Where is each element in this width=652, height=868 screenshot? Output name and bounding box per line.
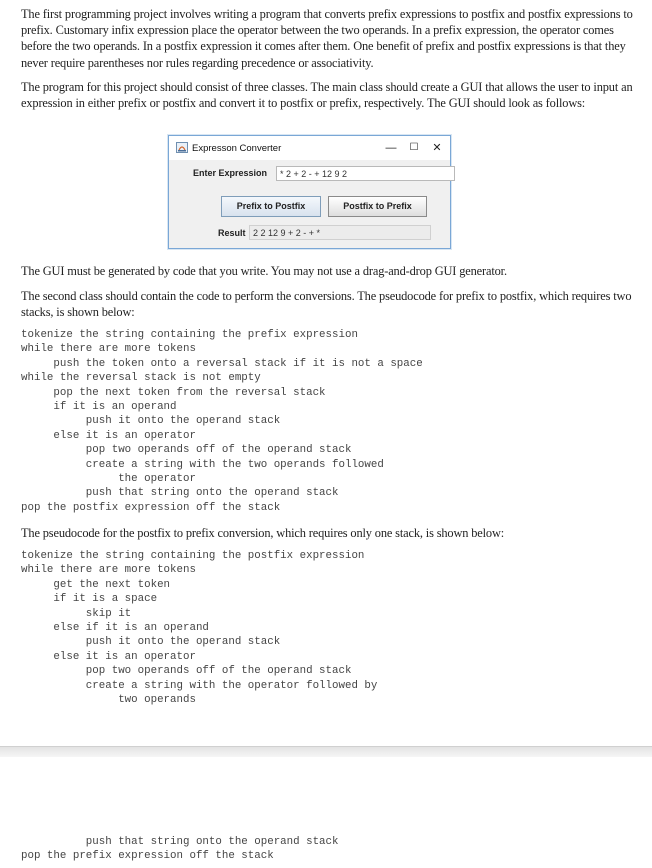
pseudocode-continuation: push that string onto the operand stack pop the prefix expression off the stack xyxy=(21,836,339,863)
expression-input[interactable]: * 2 + 2 - + 12 9 2 xyxy=(276,166,455,181)
second-class-paragraph: The second class should contain the code to perform the conversions. The pseudocode for prefix to postfix, which requires two stacks, is shown below: xyxy=(21,289,632,320)
page-break-separator xyxy=(0,746,652,757)
expression-converter-window xyxy=(168,135,451,249)
gui-note-paragraph: The GUI must be generated by code that you write. You may not use a drag-and-drop GUI generator. xyxy=(21,264,507,278)
result-label: Result xyxy=(218,228,246,238)
enter-expression-label: Enter Expression xyxy=(193,168,268,178)
minimize-button[interactable]: — xyxy=(385,142,397,154)
java-app-icon xyxy=(176,142,188,153)
postfix-to-prefix-button[interactable]: Postfix to Prefix xyxy=(328,196,427,217)
prefix-to-postfix-button[interactable]: Prefix to Postfix xyxy=(221,196,321,217)
intro-paragraph: The first programming project involves writing a program that converts prefix expressions to postfix and postfix expressions to prefix. Customary infix expression place the operator between the two operands. In a prefix expression, the operator comes before the two operands. In a postfix expression it comes after them. One benefit of prefix and postfix expressions is that they never require parentheses nor rules regarding precedence or associativity. xyxy=(21,7,633,70)
result-output: 2 2 12 9 + 2 - + * xyxy=(249,225,431,240)
close-button[interactable]: ✕ xyxy=(432,142,442,154)
window-titlebar[interactable] xyxy=(169,136,450,160)
prefix-to-postfix-pseudocode: tokenize the string containing the prefix expression while there are more tokens push the token onto a reversal stack if it is not a space while the reversal stack is not empty pop the next token from the reversal stack if it is an operand push it onto the operand stack else it is an operator pop two operands off of the operand stack create a string with the two operands followed the operator push that string onto the operand stack pop the postfix expression off the stack xyxy=(21,329,423,514)
window-title: Expresson Converter xyxy=(192,143,282,154)
maximize-button[interactable]: ☐ xyxy=(409,142,419,153)
postfix-to-prefix-paragraph: The pseudocode for the postfix to prefix conversion, which requires only one stack, is shown below: xyxy=(21,526,505,540)
postfix-to-prefix-pseudocode: tokenize the string containing the postfix expression while there are more tokens get the next token if it is a space skip it else if it is an operand push it onto the operand stack else it is an operator pop two operands off of the operand stack create a string with the operator followed by two operands xyxy=(21,550,378,707)
requirements-paragraph: The program for this project should consist of three classes. The main class should create a GUI that allows the user to input an expression in either prefix or postfix and convert it to postfix or prefix, respectively. The GUI should look as follows: xyxy=(21,80,633,111)
